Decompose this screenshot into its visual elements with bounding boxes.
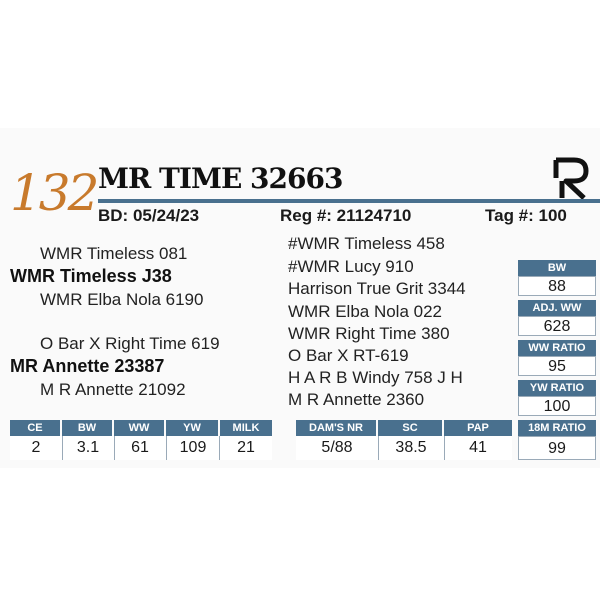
dam-stat-value: 5/88 <box>296 436 378 460</box>
ratio-label: WW RATIO <box>518 340 596 356</box>
pedigree-ancestor: M R Annette 2360 <box>288 390 425 409</box>
dam-stats-table <box>296 420 512 460</box>
registration-number: Reg #: 21124710 <box>280 206 412 225</box>
epd-divider <box>114 436 115 460</box>
epd-value: 21 <box>220 436 272 460</box>
dam-stat-header: SC <box>378 420 442 436</box>
r-brand-logo-icon <box>548 156 594 202</box>
pedigree-ancestor: WMR Elba Nola 022 <box>288 302 443 321</box>
birth-date: BD: 05/24/23 <box>98 206 200 225</box>
epd-value: 3.1 <box>62 436 114 460</box>
pedigree-ancestor: H A R B Windy 758 J H <box>288 368 463 387</box>
pedigree-ancestor: WMR Right Time 380 <box>288 324 450 343</box>
epd-value: 2 <box>10 436 62 460</box>
tag-number: Tag #: 100 <box>485 206 567 225</box>
epd-header: WW <box>114 420 164 436</box>
epd-header: YW <box>166 420 218 436</box>
ratio-label: 18M RATIO <box>518 420 596 436</box>
ratio-value: 99 <box>518 436 596 460</box>
ratio-value: 628 <box>518 316 596 336</box>
ratio-value: 88 <box>518 276 596 296</box>
ratio-value: 100 <box>518 396 596 416</box>
header-rule <box>98 199 600 203</box>
epd-header: CE <box>10 420 60 436</box>
ratio-label: YW RATIO <box>518 380 596 396</box>
epd-header: MILK <box>220 420 272 436</box>
dam-stat-header: DAM'S NR <box>296 420 376 436</box>
pedigree-ancestor: O Bar X RT-619 <box>288 346 409 365</box>
pedigree-sire-dam: WMR Elba Nola 6190 <box>40 290 204 309</box>
ratio-label: ADJ. WW <box>518 300 596 316</box>
pedigree-ancestor: Harrison True Grit 3344 <box>288 279 466 298</box>
pedigree-ancestor: #WMR Lucy 910 <box>288 257 414 276</box>
epd-divider <box>166 436 167 460</box>
pedigree-sire-sire: WMR Timeless 081 <box>40 244 188 263</box>
dam-stat-divider <box>444 436 445 460</box>
pedigree-ancestor: #WMR Timeless 458 <box>288 234 445 253</box>
dam-stat-header: PAP <box>444 420 512 436</box>
epd-value: 109 <box>166 436 220 460</box>
pedigree-dam-dam: M R Annette 21092 <box>40 380 186 399</box>
epd-divider <box>62 436 63 460</box>
dam-stat-value: 41 <box>444 436 512 460</box>
dam-stat-divider <box>378 436 379 460</box>
ratio-label: BW <box>518 260 596 276</box>
epd-divider <box>219 436 220 460</box>
pedigree-sire: WMR Timeless J38 <box>10 266 172 286</box>
epd-header: BW <box>62 420 112 436</box>
dam-stat-value: 38.5 <box>378 436 444 460</box>
animal-name: MR TIME 32663 <box>98 162 343 195</box>
epd-value: 61 <box>114 436 166 460</box>
lot-number: 132 <box>10 164 97 222</box>
ratio-value: 95 <box>518 356 596 376</box>
epd-table <box>10 420 272 460</box>
pedigree-dam-sire: O Bar X Right Time 619 <box>40 334 220 353</box>
pedigree-dam: MR Annette 23387 <box>10 356 165 376</box>
